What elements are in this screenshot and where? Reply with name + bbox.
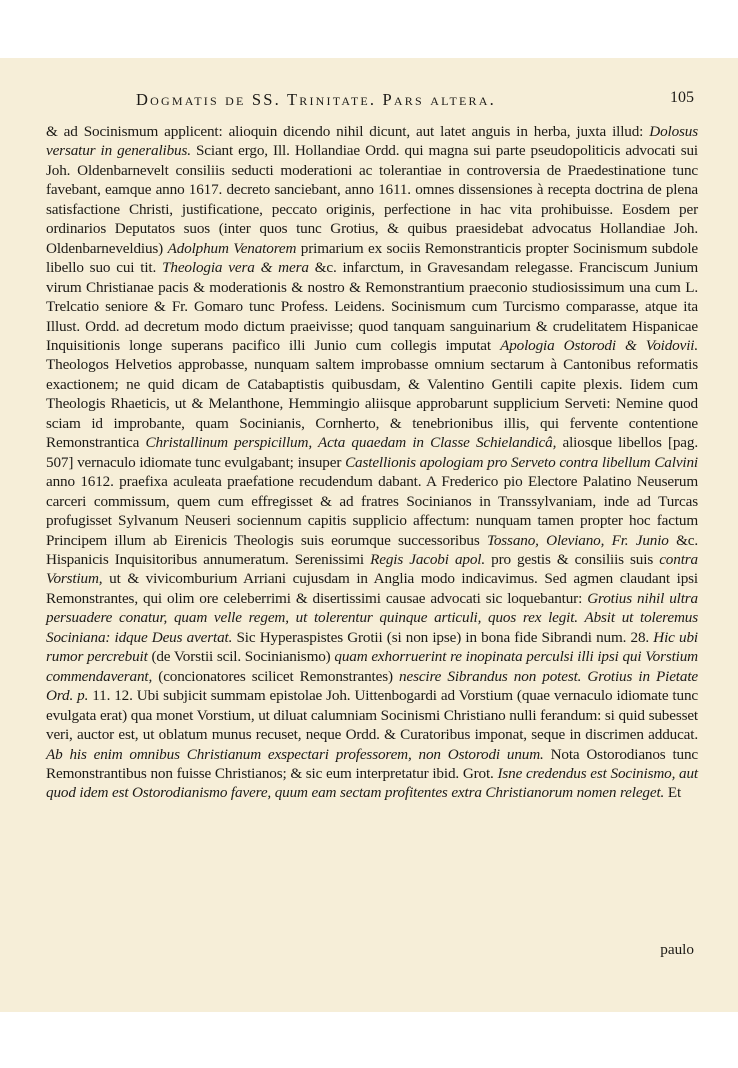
italic-run: nescire Sibrandus non potest. Grotius in Pietate Ord. p.	[46, 667, 698, 705]
text-run: Sic Hyperaspistes Grotii (si non ipse) in bona fide Sibrandi num. 28.	[236, 628, 650, 646]
text-run: &c. Hispanicis Inquisitoribus annumeratum. Serenissimi	[46, 531, 698, 568]
italic-run: Tossano, Oleviano, Fr. Junio	[486, 531, 669, 549]
text-run: Sciant ergo, Ill. Hollandiae Ordd. qui magna sui parte pseudopoliticis advocati sui Joh. Oldenbarnevelt consiliis seducti moderationi ac tolerantiae in controversia de Praedestinatione tunc favebant, eamque anno 1617. decreto sanciebant, anno 1611. omnes dissensiones à recepta doctrina de plena satisfactione Christi, justificatione, peccato originis, perfectione in hac vita prohibuisse. Eosdem per ordinarios Deputatos suos (inter quos tunc Grotius, & quibus praesidebat advocatus Hollandiae Joh. Oldenbarneveldius)	[46, 142, 698, 257]
catchword: paulo	[660, 941, 694, 958]
running-title: Dogmatis de SS. Trinitate. Pars altera.	[136, 90, 496, 109]
text-run: aliosque libellos [pag. 507] vernaculo idiomate tunc evulgabant; insuper	[46, 434, 698, 471]
running-header	[44, 88, 694, 110]
italic-run: Hic ubi rumor percrebuit	[46, 628, 698, 666]
italic-run: Castellionis apologiam pro Serveto contra libellum Calvini	[345, 453, 698, 471]
text-run: primarium ex sociis Remonstranticis propter Socinismum subdole libello suo cui tit.	[46, 239, 699, 277]
text-run: Theologos Helvetios approbasse, nunquam saltem improbasse omnium sectarum à Cantonibus reformatis exactionem; ne quid dicam de Catabaptistis quibusdam, & Valentino Gentili capite plexis. Iidem cum Theologis Rhaeticis, ut & Melanthone, Hemmingio aliisque approbarunt supplicium Serveti: Nemine quod sciam id improbante, quam Socinianis, Cornherto, & tenebrionibus illis, qui fervente contentione Remonstrantica	[46, 356, 698, 452]
text-run: anno 1612. praefixa aculeata praefatione recudendum dabant. A Frederico pio Electore Palatino Neuserum carceri commissum, quem cum effregisset & ad fratres Socinianos in Transsylvaniam, inde ad Turcas profugisset Sylvanum Neuseri sociennum capitis supplicio affectum: nunquam tamen propter hoc factum Principem illum ab Eirenicis Theologis suis eorumque successoribus	[46, 473, 698, 549]
text-run: & ad Socinismum applicent: alioquin dicendo nihil dicunt, aut latet anguis in herba, juxta illud:	[46, 123, 644, 140]
italic-run: Isne credendus est Socinismo, aut quod idem est Ostorodianismo favere, quum eam sectam profitentes extra Christianorum nomen releget.	[46, 764, 698, 802]
text-run: ut & vivicomburium Arriani cujusdam in Anglia modo indicavimus. Sed agmen claudant ipsi Remonstrantes, qui olim ore celeberrimi & disertissimi causae advocati sic loquebantur:	[46, 570, 698, 607]
italic-run: Christallinum perspicillum, Acta quaedam in Classe Schielandicâ,	[145, 434, 557, 452]
text-run: pro gestis & consiliis suis	[491, 550, 654, 568]
text-run: Et	[667, 784, 682, 802]
italic-run: Dolosus versatur in generalibus.	[46, 123, 698, 160]
italic-run: contra Vorstium,	[46, 550, 698, 588]
italic-run: Ab his enim omnibus Christianum exspectari professorem, non Ostorodi unum.	[46, 745, 544, 763]
page-number: 105	[670, 89, 694, 106]
paragraph	[46, 122, 698, 803]
italic-run: Adolphum Venatorem	[167, 239, 297, 257]
body-text	[46, 122, 698, 803]
italic-run: Grotius nihil ultra persuadere conatur, quam velle regem, ut tolerentur quinque articuli, quos rex legit. Absit ut toleremus Sociniana: idque Deus avertat.	[46, 589, 698, 646]
text-run: (de Vorstii scil. Socinianismo)	[151, 648, 331, 666]
text-run: 11. 12. Ubi subjicit summam epistolae Joh. Uittenbogardi ad Vorstium (quae vernaculo idiomate tunc evulgata erat) qua monet Vorstium, ut diluat calumniam Socinismi Christiano nulli ferandum: si quid subesset veri, auctor est, ut oblatum munus recuset, neque Ordd. & Curatoribus imponat, seque in discrimen adducat.	[46, 687, 698, 744]
italic-run: Theologia vera & mera	[162, 259, 309, 277]
page-sheet	[0, 58, 738, 1012]
text-run: Nota Ostorodianos tunc Remonstrantibus non fuisse Christianos; & sic eum interpretatur ibid. Grot.	[46, 745, 698, 782]
italic-run: Apologia Ostorodi & Voidovii.	[500, 336, 698, 354]
italic-run: quam exhorruerint re inopinata perculsi illi ipsi qui Vorstium commendaverant,	[46, 648, 699, 685]
italic-run: Regis Jacobi apol.	[370, 550, 485, 568]
text-run: (concionatores scilicet Remonstrantes)	[158, 667, 393, 685]
text-run: &c. infarctum, in Gravesandam relegasse. Franciscum Junium virum Christianae pacis & moderationis & nostro & Remonstrantium praeconio studiosissimum una cum L. Trelcatio seniore & Fr. Gomaro tunc Profess. Leidens. Socinismum cum Turcismo comparasse, atque ita Illust. Ordd. ad decretum modo dictum praeivisse; quod tanquam sanguinarium & crudelitatem Hispanicae Inquisitionis longe superans pacifico illi Junio cum collegis imputat	[46, 259, 699, 354]
